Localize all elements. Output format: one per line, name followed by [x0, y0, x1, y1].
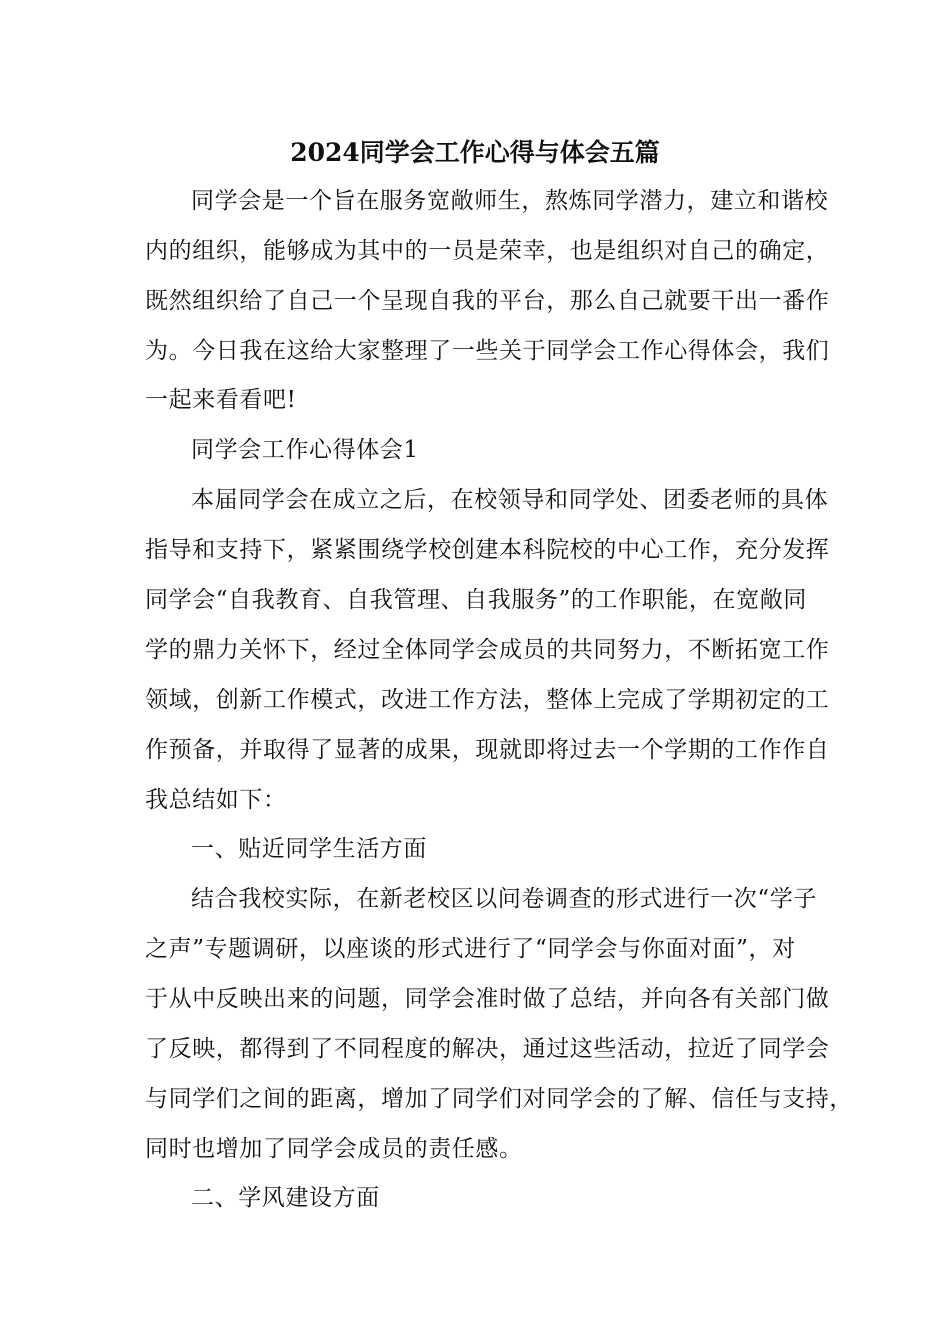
- paragraph-line: 一起来看看吧!: [145, 387, 297, 413]
- paragraph-line: 既然组织给了自己一个呈现自我的平台，那么自己就要干出一番作: [145, 288, 830, 314]
- paragraph-line: 同时也增加了同学会成员的责任感。: [145, 1136, 523, 1162]
- paragraph-line: 作预备，并取得了显著的成果，现就即将过去一个学期的工作作自: [145, 737, 830, 763]
- paragraph-line: 结合我校实际，在新老校区以问卷调查的形式进行一次“学子: [191, 886, 817, 912]
- section-heading: 一、贴近同学生活方面: [191, 836, 427, 862]
- paragraph-line: 我总结如下：: [145, 787, 287, 813]
- section-heading: 二、学风建设方面: [191, 1185, 380, 1211]
- paragraph-line: 学的鼎力关怀下，经过全体同学会成员的共同努力，不断拓宽工作: [145, 637, 830, 663]
- document-title: 2024同学会工作心得与体会五篇: [290, 138, 660, 167]
- paragraph-line: 于从中反映出来的问题，同学会准时做了总结，并向各有关部门做: [145, 986, 830, 1012]
- paragraph-line: 之声”专题调研，以座谈的形式进行了“同学会与你面对面”，对: [145, 936, 796, 962]
- paragraph-line: 与同学们之间的距离，增加了同学们对同学会的了解、信任与支持，: [145, 1086, 853, 1112]
- section-heading: 同学会工作心得体会1: [191, 437, 419, 463]
- paragraph-line: 同学会“自我教育、自我管理、自我服务”的工作职能，在宽敞同: [145, 587, 807, 613]
- paragraph-line: 了反映，都得到了不同程度的解决，通过这些活动，拉近了同学会: [145, 1036, 830, 1062]
- paragraph-line: 本届同学会在成立之后，在校领导和同学处、团委老师的具体: [191, 487, 829, 513]
- paragraph-line: 内的组织，能够成为其中的一员是荣幸，也是组织对自己的确定，: [145, 238, 830, 264]
- paragraph-line: 同学会是一个旨在服务宽敞师生，熬炼同学潜力，建立和谐校: [191, 188, 829, 214]
- paragraph-line: 指导和支持下，紧紧围绕学校创建本科院校的中心工作，充分发挥: [145, 537, 830, 563]
- paragraph-line: 为。今日我在这给大家整理了一些关于同学会工作心得体会，我们: [145, 338, 830, 364]
- paragraph-line: 领域，创新工作模式，改进工作方法，整体上完成了学期初定的工: [145, 687, 830, 713]
